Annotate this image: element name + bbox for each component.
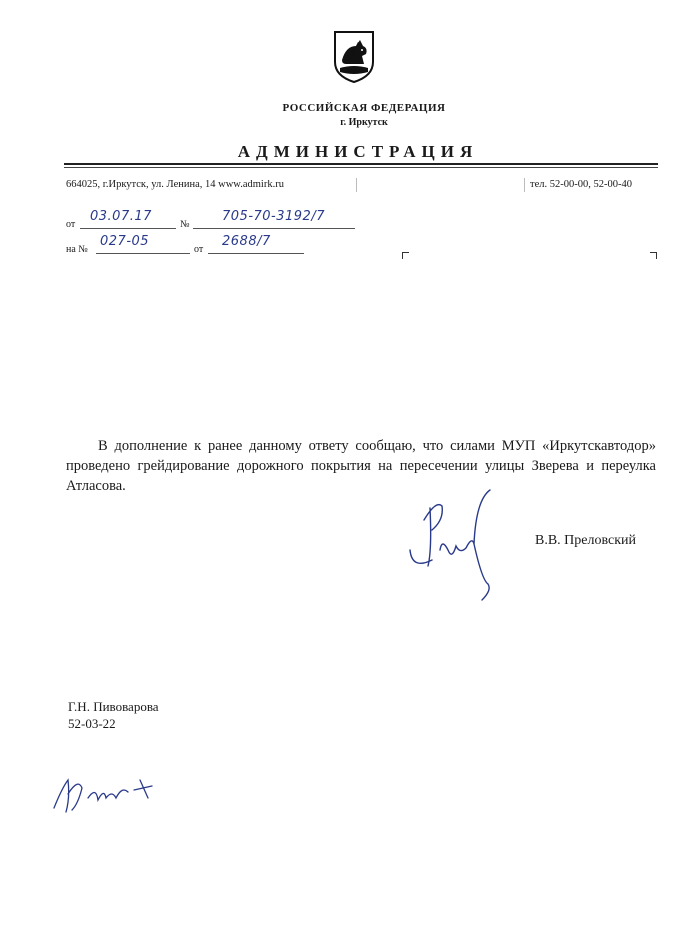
reply-from-number: 2688/7: [222, 234, 271, 249]
date-label: от: [66, 219, 76, 230]
administration-title: АДМИНИСТРАЦИЯ: [237, 142, 479, 161]
executor-initials-mark: [48, 768, 168, 818]
phone-separator: [524, 178, 525, 192]
executor-phone: 52-03-22: [68, 716, 116, 731]
number-label: №: [180, 219, 190, 230]
coat-of-arms-logo: [332, 30, 376, 84]
outgoing-number: 705-70-3192/7: [222, 209, 325, 224]
reply-from-label: от: [194, 244, 204, 255]
reply-label: на №: [66, 244, 88, 255]
header-rule-thick: [64, 163, 658, 165]
outgoing-date: 03.07.17: [90, 209, 152, 224]
address-separator: [356, 178, 357, 192]
letter-body: В дополнение к ранее данному ответу сообщаю, что силами МУП «Иркутскавтодор» проведено грейдирование дорожного покрытия на пересечении улицы Зверева и переулка Атласова.: [66, 438, 656, 494]
signatory-name: В.В. Преловский: [535, 533, 637, 548]
phone-line: тел. 52-00-00, 52-00-40: [530, 179, 632, 190]
header-rule-thin: [64, 167, 658, 168]
executor-name: Г.Н. Пивоварова: [68, 699, 159, 714]
addressee-corner-right: [650, 252, 657, 259]
reply-number: 027-05: [100, 234, 150, 249]
address-line: 664025, г.Иркутск, ул. Ленина, 14 www.admirk.ru: [66, 179, 284, 190]
city-heading: г. Иркутск: [340, 117, 388, 128]
federation-heading: РОССИЙСКАЯ ФЕДЕРАЦИЯ: [282, 102, 446, 114]
signature-mark: [402, 480, 512, 610]
addressee-corner-left: [402, 252, 409, 259]
